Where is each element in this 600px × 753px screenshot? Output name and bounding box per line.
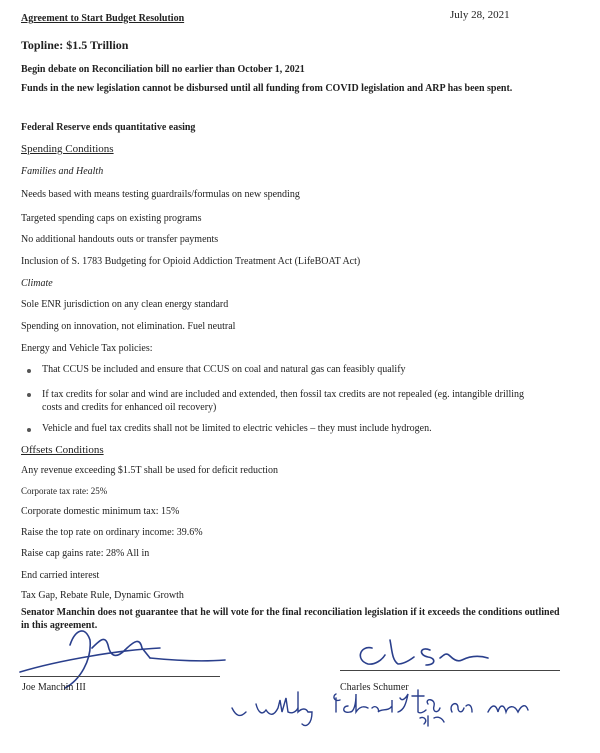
families-health-heading: Families and Health [21, 166, 104, 177]
offsets-item: Corporate tax rate: 25% [21, 486, 108, 496]
offsets-item: Tax Gap, Rebate Rule, Dynamic Growth [21, 590, 184, 601]
document-date: July 28, 2021 [450, 9, 510, 21]
topline: Topline: $1.5 Trillion [21, 38, 129, 52]
families-item: No additional handouts outs or transfer payments [21, 234, 219, 245]
federal-reserve-condition: Federal Reserve ends quantitative easing [21, 122, 196, 133]
document-title: Agreement to Start Budget Resolution [21, 13, 185, 24]
climate-heading: Climate [21, 278, 53, 289]
offsets-item: Any revenue exceeding $1.5T shall be used for deficit reduction [21, 465, 278, 476]
tax-credits-bullet: If tax credits for solar and wind are included and extended, then fossil tax credits are not repealed (eg. intangible drilling costs and credits for enhanced oil recovery) [42, 389, 525, 413]
spending-conditions-heading: Spending Conditions [21, 143, 114, 155]
offsets-item: Corporate domestic minimum tax: 15% [21, 506, 180, 517]
families-item: Inclusion of S. 1783 Budgeting for Opioid Addiction Treatment Act (LifeBOAT Act) [21, 256, 361, 267]
families-item: Needs based with means testing guardrails/formulas on new spending [21, 189, 300, 200]
right-signatory-name: Charles Schumer [340, 682, 409, 693]
vehicle-credits-bullet: Vehicle and fuel tax credits shall not be limited to electric vehicles – they must include hydrogen. [42, 423, 432, 434]
offsets-item: End carried interest [21, 570, 100, 581]
debate-start-condition: Begin debate on Reconciliation bill no earlier than October 1, 2021 [21, 64, 305, 75]
offsets-item: Raise cap gains rate: 28% All in [21, 548, 150, 559]
climate-item: Spending on innovation, not elimination. Fuel neutral [21, 321, 236, 332]
funds-condition: Funds in the new legislation cannot be disbursed until all funding from COVID legislation and ARP has been spent. [21, 83, 513, 94]
climate-item: Sole ENR jurisdiction on any clean energy standard [21, 299, 229, 310]
offsets-item: Raise the top rate on ordinary income: 39.6% [21, 527, 203, 538]
climate-item: Energy and Vehicle Tax policies: [21, 343, 153, 354]
ccus-bullet: That CCUS be included and ensure that CCUS on coal and natural gas can feasibly qualify [42, 364, 406, 375]
left-signatory-name: Joe Manchin III [22, 682, 86, 693]
offsets-conditions-heading: Offsets Conditions [21, 444, 104, 456]
families-item: Targeted spending caps on existing programs [21, 213, 202, 224]
closing-statement: Senator Manchin does not guarantee that he will vote for the final reconciliation legislation if it exceeds the conditions outlined in this agreement. [21, 607, 560, 631]
